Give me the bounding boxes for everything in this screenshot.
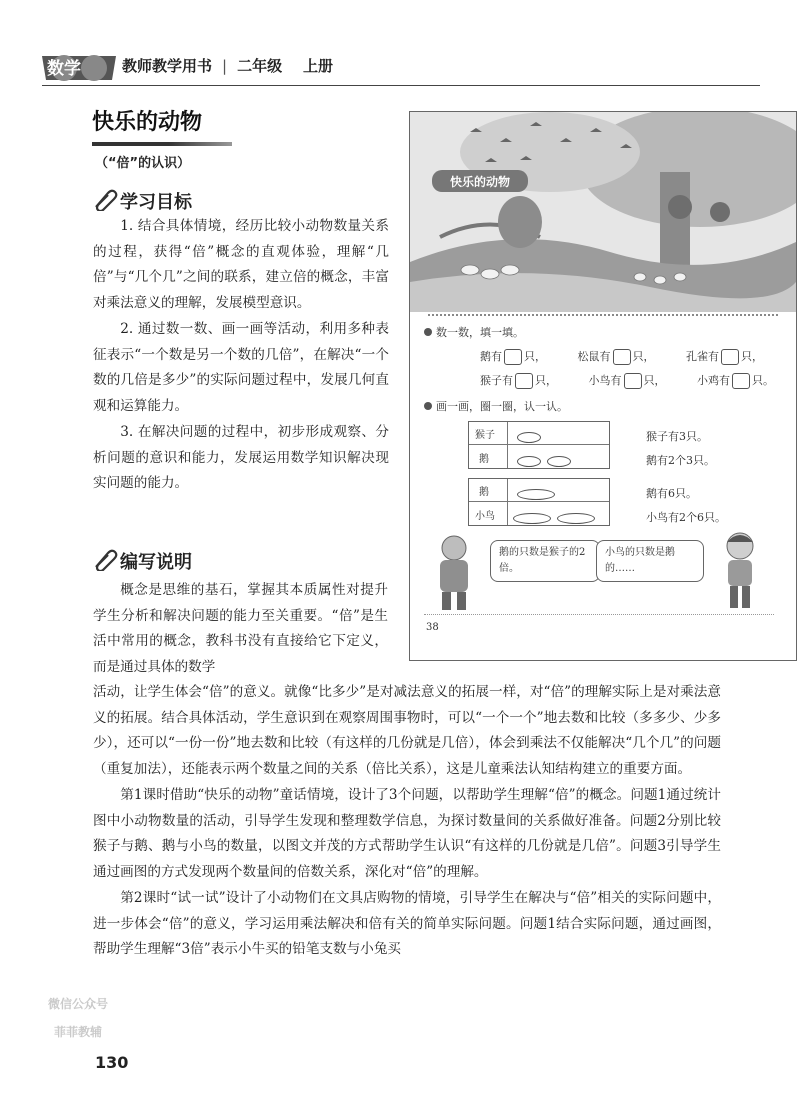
notes-para2: 第1课时借助“快乐的动物”童话情境，设计了3个问题，以帮助学生理解“倍”的概念。问题1通过统计图中小动物数量的活动，引导学生发现和整理数学信息，为探讨数量间的关系做好准备。问题2分别比较猴子与鹅、鹅与小鸟的数量，以图文并茂的方式帮助学生认识“有这样的几份就是几倍”。问题3引导学生通过画图的方式发现两个数量间的倍数关系，深化对“倍”的理解。 xyxy=(93,787,721,880)
answer-box[interactable] xyxy=(515,373,533,389)
header-rule xyxy=(42,85,760,86)
forest-scene-illustration xyxy=(410,112,796,312)
label-squirrel: 松鼠有 xyxy=(577,350,611,363)
unit: 只， xyxy=(643,374,666,387)
label-chick: 小鸡有 xyxy=(697,374,730,387)
unit: 只， xyxy=(632,350,655,363)
notes-para1-start: 概念是思维的基石，掌握其本质属性对提升学生分析和解决问题的能力至关重要。“倍”是生活中常用的概念，教科书没有直接给它下定义，而是通过具体的数学 xyxy=(93,582,388,675)
running-header: 教师教学用书 | 二年级 上册 xyxy=(122,57,334,75)
notes-para1-cont: 活动，让学生体会“倍”的意义。就像“比多少”是对减法意义的拓展一样，对“倍”的理解实际上是对乘法意义的拓展。结合具体活动，学生意识到在观察周围事物时，可以“一个一个”地去数和比较（多多少、少多少），还可以“一份一份”地去数和比较（有这样的几份就是几倍），体会到乘法不仅能解决“几个几”的问题（重复加法），还能表示两个数量之间的关系（倍比关系），这是儿童乘法认知结构建立的重要方面。 xyxy=(93,684,721,777)
scene-label: 快乐的动物 xyxy=(449,175,511,189)
lesson-title: 快乐的动物 xyxy=(92,110,203,135)
group-oval xyxy=(513,508,595,527)
notes-paragraph-start xyxy=(93,578,388,680)
header-volume: 上册 xyxy=(303,57,334,75)
goal-item-1: 1. 结合具体情境，经历比较小动物数量关系的过程，获得“倍”概念的直观体验，理解“几倍”与“几个几”之间的联系，建立倍的概念，丰富对乘法意义的理解，发展模型意识。 xyxy=(93,218,389,311)
compare-table-2 xyxy=(468,478,610,526)
caption-goose: 鹅有2个3只。 xyxy=(646,454,715,467)
notes-body xyxy=(93,680,721,964)
count-row-2 xyxy=(480,372,774,389)
textbook-page-image xyxy=(409,111,797,661)
label-goose: 鹅有 xyxy=(480,350,502,363)
header-book: 教师教学用书 xyxy=(122,57,213,75)
title-underline xyxy=(92,142,232,146)
answer-box[interactable] xyxy=(721,349,739,365)
group-oval xyxy=(517,451,571,470)
notes-heading: 编写说明 xyxy=(120,552,192,573)
caption-monkey: 猴子有3只。 xyxy=(646,430,708,443)
answer-box[interactable] xyxy=(732,373,750,389)
task1 xyxy=(424,324,524,340)
goals-heading: 学习目标 xyxy=(120,192,192,213)
divider xyxy=(428,314,778,316)
watermark-line-1: 微信公众号 xyxy=(47,997,108,1011)
speech-bubble-right xyxy=(596,540,704,582)
paperclip-icon xyxy=(92,189,118,211)
page-number: 130 xyxy=(95,1053,129,1072)
bubble-right-text: 小鸟的只数是鹅的…… xyxy=(605,547,675,574)
unit: 只， xyxy=(741,350,763,363)
notes-para3: 第2课时“试一试”设计了小动物们在文具店购物的情境，引导学生在解决与“倍”相关的实际问题中，进一步体会“倍”的意义，学习运用乘法解决和倍有关的简单实际问题。问题1结合实际问题，通过画图，帮助学生理解“3倍”表示小牛买的铅笔支数与小兔买 xyxy=(93,890,721,957)
row-goose: 鹅 xyxy=(479,454,489,465)
goal-item-2: 2. 通过数一数、画一画等活动，利用多种表征表示“一个数是另一个数的几倍”，在解决“一个数的几倍是多少”的实际问题过程中，发展几何直观和运算能力。 xyxy=(93,321,389,414)
textbook-page-number: 38 xyxy=(426,622,439,633)
answer-box[interactable] xyxy=(624,373,642,389)
goals-list xyxy=(93,214,389,498)
header-grade: 二年级 xyxy=(237,57,283,75)
group-oval xyxy=(517,427,541,446)
watermark-line-2: 菲菲教辅 xyxy=(53,1025,102,1039)
boy-illustration xyxy=(710,530,770,612)
unit: 只。 xyxy=(752,374,774,387)
label-monkey: 猴子有 xyxy=(480,374,513,387)
unit: 只， xyxy=(524,350,546,363)
footer-rule xyxy=(424,614,774,615)
compare-table-1 xyxy=(468,421,610,469)
task2-text: 画一画，圈一圈，认一认。 xyxy=(436,400,568,413)
group-oval xyxy=(517,484,555,503)
count-row-1 xyxy=(480,348,763,365)
grandpa-illustration xyxy=(424,532,484,612)
lesson-subtitle: （“倍”的认识） xyxy=(95,156,191,171)
label-bird: 小鸟有 xyxy=(588,374,622,387)
caption-goose-6: 鹅有6只。 xyxy=(646,487,697,500)
goal-item-3: 3. 在解决问题的过程中，初步形成观察、分析问题的意识和能力，发展运用数学知识解决现实问题的能力。 xyxy=(93,424,389,491)
logo-char-1: 数学 xyxy=(47,59,81,79)
task2 xyxy=(424,398,568,414)
speech-bubble-left xyxy=(490,540,600,582)
row-goose: 鹅 xyxy=(479,487,489,498)
answer-box[interactable] xyxy=(504,349,522,365)
label-peacock: 孔雀有 xyxy=(686,350,719,363)
book-logo xyxy=(42,52,120,82)
task1-text: 数一数，填一填。 xyxy=(436,326,524,339)
unit: 只， xyxy=(535,374,557,387)
paperclip-icon xyxy=(92,549,118,571)
bubble-left-text: 鹅的只数是猴子的2倍。 xyxy=(499,547,586,574)
watermark xyxy=(28,990,128,1046)
answer-box[interactable] xyxy=(613,349,631,365)
caption-bird: 小鸟有2个6只。 xyxy=(646,511,726,524)
row-monkey: 猴子 xyxy=(475,430,495,441)
row-bird: 小鸟 xyxy=(475,511,495,522)
